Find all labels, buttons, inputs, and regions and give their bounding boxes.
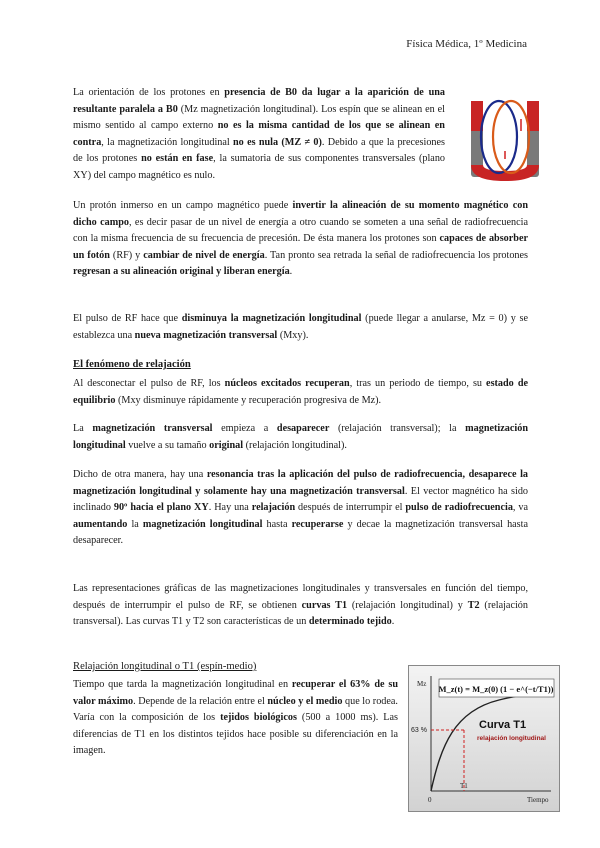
emphasis-text: regresan a su alineación original y liberan energía <box>73 266 290 278</box>
emphasis-text: nueva magnetización transversal <box>134 329 278 341</box>
body-text: Un protón inmerso en un campo magnético puede <box>73 200 293 211</box>
emphasis-text: determinado tejido <box>308 616 392 628</box>
emphasis-text: magnetización longitudinal <box>73 423 528 451</box>
paragraph-magnetizacion-transversal <box>73 421 528 454</box>
t1-curve-chart <box>408 665 560 812</box>
paragraph-representaciones <box>73 581 528 631</box>
emphasis-text: pulso de radiofrecuencia <box>405 502 513 514</box>
emphasis-text: relajación <box>251 502 296 514</box>
body-text: (relajación transversal); la <box>329 423 466 434</box>
body-text: (puede llegar a anularse, Mz = 0) y se establezca una <box>73 313 528 341</box>
emphasis-text: magnetización longitudinal <box>142 518 263 530</box>
body-text: El pulso de RF hace que <box>73 313 182 324</box>
emphasis-text: núcleo y el medio <box>267 695 343 707</box>
chart-y-label: Mz <box>417 680 427 688</box>
emphasis-text: estado de equilibrio <box>73 378 529 406</box>
body-text: (RF) y <box>109 249 144 261</box>
body-text: . <box>289 266 293 278</box>
body-text: . <box>391 616 395 628</box>
body-text: (Mz magnetización longitudinal). Los espín que se alinean en el mismo sentido al campo externo <box>73 103 445 132</box>
emphasis-text: invertir la alineación de su momento magnético con dicho campo <box>73 200 528 228</box>
page-header: Física Médica, 1º Medicina <box>406 38 527 50</box>
section-heading-t1: Relajación longitudinal o T1 (espín-medio) <box>73 661 257 672</box>
body-text: , tras un periodo de tiempo, su <box>349 378 487 389</box>
body-text: . El vector magnético ha sido inclinado <box>73 485 529 514</box>
body-text: , es decir pasar de un nivel de energía a otro cuando se someten a una señal de radiofrecuencia con la misma frecuencia de su frecuencia de precesión. De ésta manera los protones son <box>73 216 528 245</box>
body-text: (500 a 1000 ms). Las diferencias de T1 en los distintos tejidos hace posible su diferenciación en la imagen. <box>73 712 398 757</box>
body-text: , la magnetización longitudinal <box>101 136 234 148</box>
emphasis-text: curvas T1 <box>301 599 348 611</box>
body-text: . Depende de la relación entre el <box>133 695 268 707</box>
body-text: que lo rodea. Varía con la composición de los <box>73 695 398 724</box>
body-text: vuelve a su tamaño <box>125 439 210 451</box>
section-heading-relajacion: El fenómeno de relajación <box>73 359 191 370</box>
body-text: . Debido a que la precesiones de los protones <box>73 136 445 165</box>
body-text: Tiempo que tarda la magnetización longitudinal en <box>73 679 292 690</box>
body-text: Al desconectar el pulso de RF, los <box>73 378 225 389</box>
body-text: Las representaciones gráficas de las magnetizaciones longitudinales y transversales en función del tiempo, después de interrumpir el pulso de RF, se obtienen <box>73 583 528 611</box>
emphasis-text: T2 <box>467 599 480 611</box>
body-text: después de interrumpir el <box>295 502 406 514</box>
body-text: hasta <box>262 518 292 530</box>
chart-pct-label: 63 % <box>411 727 427 734</box>
emphasis-text: capaces de absorber un fotón <box>73 233 528 261</box>
body-text: La <box>73 423 93 434</box>
emphasis-text: 90º hacia el plano XY <box>113 502 209 514</box>
emphasis-text: desaparecer <box>276 423 330 434</box>
body-text: y decae la magnetización transversal hasta desaparecer. <box>73 518 529 547</box>
emphasis-text: núcleos excitados recuperan <box>224 378 350 389</box>
chart-t1-mark: T1 <box>460 782 468 790</box>
paragraph-t1 <box>73 677 398 760</box>
body-text: . Tan pronto sea retrada la señal de radiofrecuencia los protones <box>264 249 528 261</box>
magnet-protons-figure <box>467 95 543 183</box>
body-text: la <box>127 518 143 530</box>
body-text: (Mxy disminuye rápidamente y recuperación progresiva de Mz). <box>115 394 382 406</box>
body-text: , va <box>512 502 529 514</box>
body-text: (relajación longitudinal) y <box>347 599 468 611</box>
emphasis-text: tejidos biológicos <box>220 712 297 724</box>
emphasis-text: aumentando <box>73 518 128 530</box>
chart-formula: M_z(t) = M_z(0) (1 − e^(−t/T1)) <box>438 684 554 694</box>
paragraph-proton-inmerso <box>73 198 528 281</box>
emphasis-text: resonancia tras la aplicación del pulso de radiofrecuencia, desaparece la magnetización longitudinal y solamente hay una magnetización transversal <box>73 469 528 497</box>
emphasis-text: no es la misma cantidad de los que se alinean en contra <box>73 120 445 148</box>
emphasis-text: disminuya la magnetización longitudinal <box>181 313 362 324</box>
body-text: Dicho de otra manera, hay una <box>73 469 207 480</box>
body-text: (Mxy). <box>277 329 309 341</box>
body-text: . Hay una <box>208 502 252 514</box>
body-text: (relajación longitudinal). <box>243 439 347 451</box>
emphasis-text: cambiar de nivel de energía <box>143 249 265 261</box>
chart-subtitle: relajación longitudinal <box>477 735 546 742</box>
chart-origin: 0 <box>428 796 432 804</box>
emphasis-text: recuperar el 63% de su valor máximo <box>73 679 398 707</box>
paragraph-orientacion <box>73 85 445 185</box>
emphasis-text: recuperarse <box>291 518 344 530</box>
emphasis-text: magnetización transversal <box>92 423 213 434</box>
body-text: La orientación de los protones en <box>73 87 225 98</box>
body-text: (relajación transversal). Las curvas T1 y T2 son características de un <box>73 599 528 628</box>
paragraph-pulso-rf <box>73 311 528 344</box>
chart-x-label: Tiempo <box>527 796 549 804</box>
emphasis-text: no están en fase <box>141 153 214 165</box>
paragraph-desconectar <box>73 376 528 409</box>
chart-title: Curva T1 <box>479 719 527 731</box>
body-text: , la sumatoria de sus componentes transversales (plano XY) del campo magnético es nulo. <box>73 153 446 181</box>
emphasis-text: original <box>209 439 244 451</box>
body-text: empieza a <box>212 423 277 434</box>
emphasis-text: presencia de B0 da lugar a la aparición de una resultante paralela a B0 <box>73 87 445 115</box>
emphasis-text: no es nula (MZ ≠ 0) <box>233 136 322 148</box>
paragraph-resonancia <box>73 467 528 550</box>
